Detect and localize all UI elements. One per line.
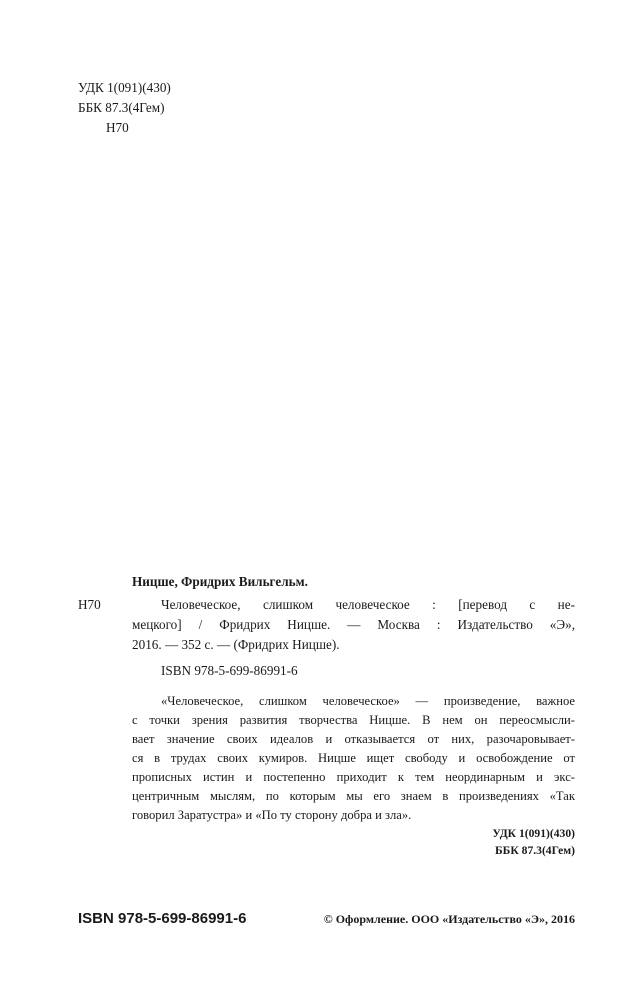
annotation-line-3: вает значение своих идеалов и отказывается от них, разочаровывает- [132,732,575,746]
record-author-mark: Н70 [78,597,101,612]
top-bbk: ББК 87.3(4Гем) [78,100,165,115]
title-line-2: мецкого] / Фридрих Ницше. — Москва : Издательство «Э», [132,617,575,632]
title-line-3: 2016. — 352 с. — (Фридрих Ницше). [132,637,340,652]
annotation-line-2: с точки зрения развития творчества Ницше. В нем он переосмысли- [132,713,575,727]
annotation-udk: УДК 1(091)(430) [492,827,575,840]
footer-isbn: ISBN 978-5-699-86991-6 [78,910,247,927]
top-author-mark: Н70 [106,120,129,135]
footer-copyright: © Оформление. ООО «Издательство «Э», 2016 [323,912,575,926]
top-udk: УДК 1(091)(430) [78,80,171,95]
annotation-line-4: ся в трудах своих кумиров. Ницше ищет свободу и освобождение от [132,751,575,765]
record-isbn: ISBN 978-5-699-86991-6 [161,663,298,678]
annotation-line-5: прописных истин и постепенно приходит к тем неординарным и экс- [132,770,575,784]
author-heading: Ницше, Фридрих Вильгельм. [132,574,308,589]
annotation-line-1: «Человеческое, слишком человеческое» — произведение, важное [161,694,575,708]
annotation-bbk: ББК 87.3(4Гем) [495,844,575,857]
title-line-1: Человеческое, слишком человеческое : [перевод с не- [161,597,575,612]
annotation-line-7: говорил Заратустра» и «По ту сторону добра и зла». [132,808,412,822]
annotation-line-6: центричным мыслям, по которым мы его знаем в произведениях «Так [132,789,575,803]
